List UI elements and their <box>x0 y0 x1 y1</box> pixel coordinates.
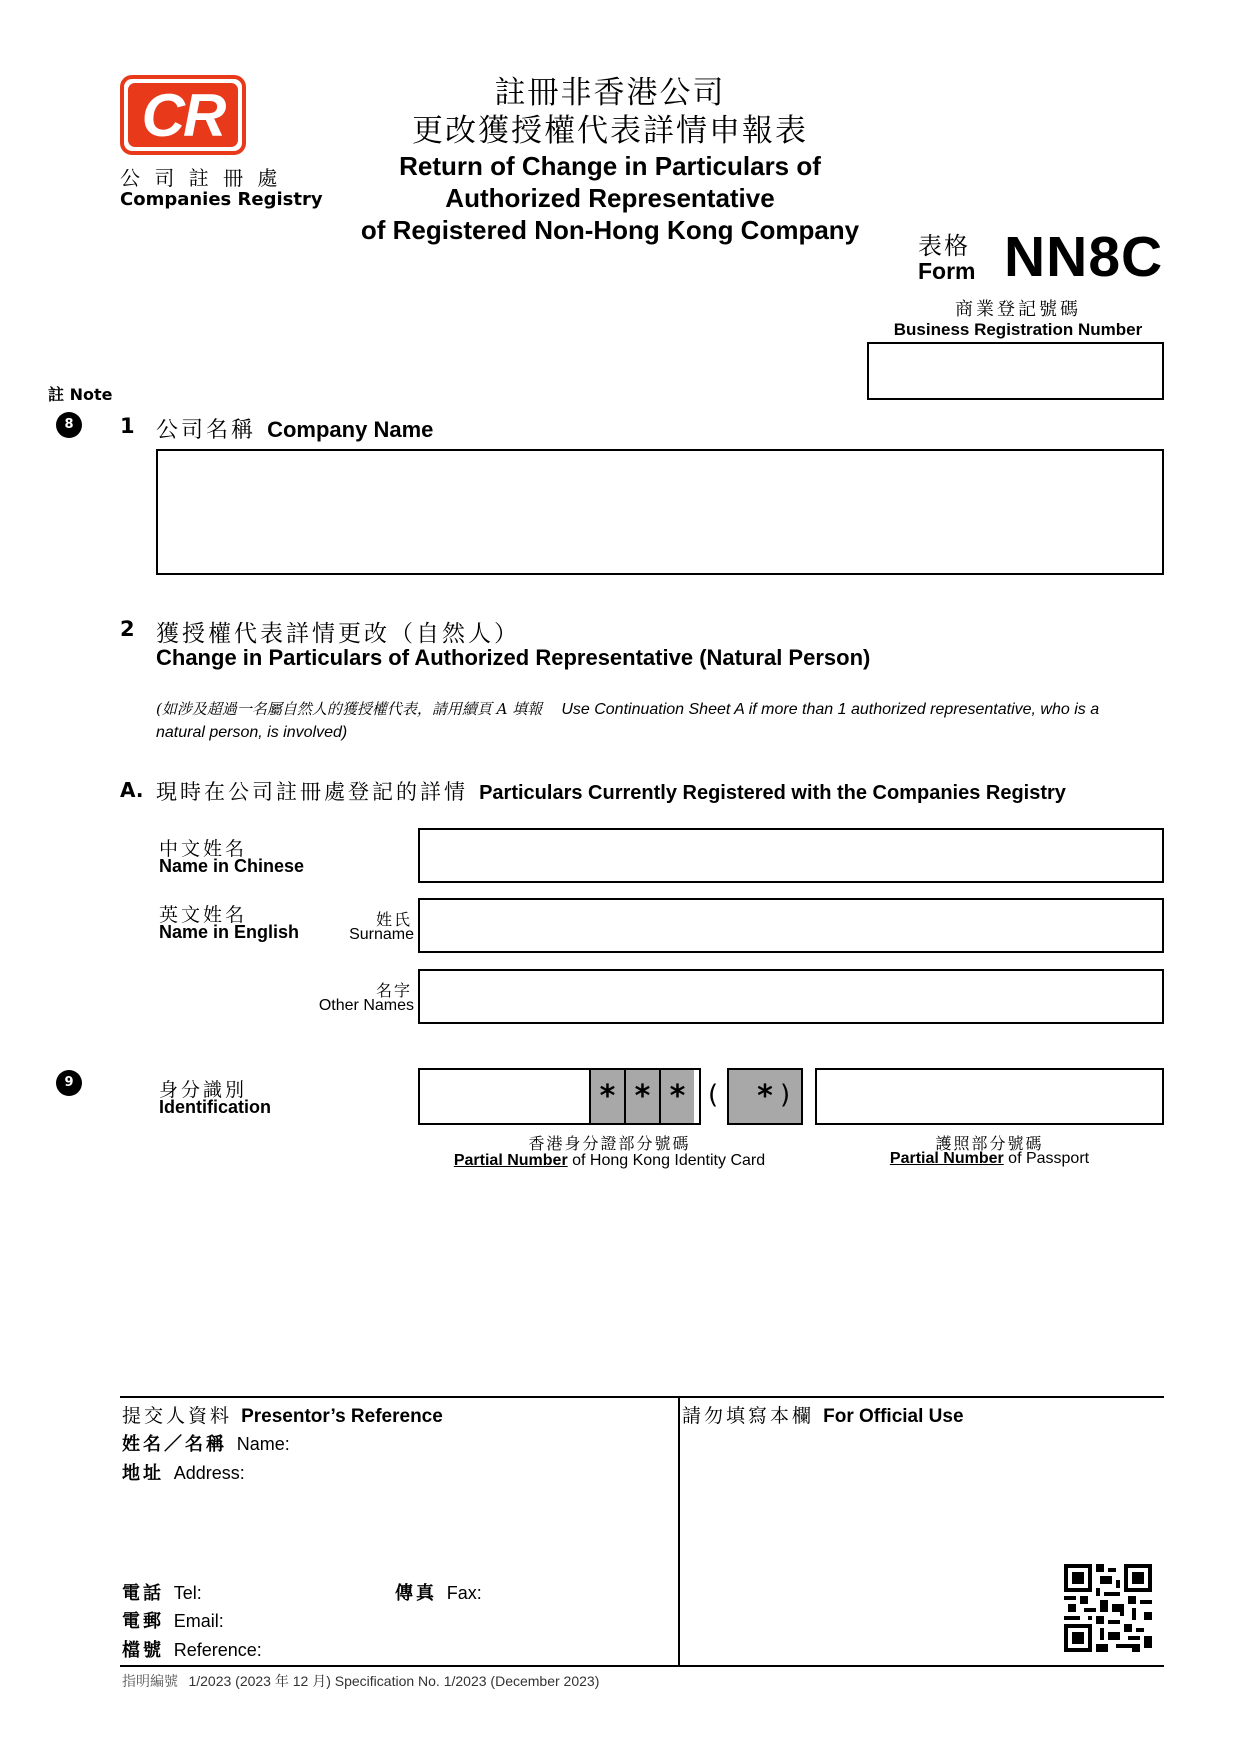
presentor-email-row <box>122 1607 224 1633</box>
specification-footer <box>122 1671 599 1691</box>
title-zh-2: 更改獲授權代表詳情申報表 <box>412 113 808 149</box>
cr-logo <box>120 75 246 155</box>
presentor-tel-en: Tel: <box>173 1583 202 1603</box>
sectionA-title <box>156 776 1066 806</box>
other-names-label-zh: 名字 <box>375 981 412 1000</box>
qr-code-icon <box>1064 1564 1152 1652</box>
section2-number: 2 <box>120 617 135 641</box>
instruction-en: Use Continuation Sheet A if more than 1 authorized representative, who is a <box>561 701 1100 718</box>
note-9-badge: 9 <box>56 1070 82 1096</box>
company-name-label-en: Company Name <box>267 417 434 442</box>
passport-caption-rest: of Passport <box>1003 1150 1090 1167</box>
identification-label-en: Identification <box>159 1097 271 1117</box>
presentor-fax-en: Fax: <box>446 1583 482 1603</box>
sectionA-title-en: Particulars Currently Registered with the Companies Registry <box>479 782 1066 804</box>
sectionA-letter: A. <box>120 778 144 802</box>
section1-number: 1 <box>120 414 135 438</box>
passport-caption-en <box>815 1150 1164 1168</box>
company-name-input[interactable] <box>156 449 1164 575</box>
hkid-caption-rest: of Hong Kong Identity Card <box>567 1152 766 1169</box>
paren-close-visible: ) <box>780 1080 791 1110</box>
note-8-badge: 8 <box>56 412 82 438</box>
presentor-name-en: Name: <box>236 1434 290 1454</box>
presentor-reference-zh: 檔號 <box>122 1640 164 1661</box>
presentor-address-row <box>122 1459 245 1485</box>
presentor-title <box>122 1401 443 1428</box>
continuation-instruction <box>156 698 1166 744</box>
title-en-3: of Registered Non-Hong Kong Company <box>360 215 860 245</box>
section2-title-zh: 獲授權代表詳情更改（自然人） <box>156 621 520 647</box>
surname-label-zh: 姓氏 <box>375 910 412 929</box>
presentor-fax-zh: 傳真 <box>395 1583 437 1604</box>
passport-caption-underlined: Partial Number <box>889 1150 1004 1167</box>
paren-open: ( <box>708 1080 719 1110</box>
sectionA-title-zh: 現時在公司註冊處登記的詳情 <box>156 780 468 804</box>
title-zh-1: 註冊非香港公司 <box>494 75 726 111</box>
chinese-name-input[interactable] <box>418 828 1164 883</box>
presentor-name-row <box>122 1430 290 1456</box>
identification-label-zh: 身分識別 <box>159 1079 248 1101</box>
registry-name-en: Companies Registry <box>120 189 323 210</box>
presentor-email-en: Email: <box>173 1611 224 1631</box>
surname-label-en: Surname <box>349 926 414 943</box>
form-label-en: Form <box>918 258 976 284</box>
presentor-title-zh: 提交人資料 <box>122 1405 233 1427</box>
form-number: NN8C <box>1004 225 1164 289</box>
bottom-top-rule <box>120 1396 1164 1398</box>
presentor-address-zh: 地址 <box>122 1463 164 1484</box>
hkid-caption-en <box>418 1152 801 1170</box>
instruction-zh: (如涉及超過一名屬自然人的獲授權代表，請用續頁 A 填報 <box>156 700 543 718</box>
presentor-fax-row <box>395 1579 482 1605</box>
instruction-en-2: natural person, is involved) <box>156 724 348 741</box>
note-label: 註 Note <box>48 385 113 404</box>
check-digit-star: * <box>757 1079 773 1114</box>
presentor-email-zh: 電郵 <box>122 1611 164 1632</box>
title-en-1: Return of Change in Particulars of <box>399 151 821 181</box>
hkid-masked-digit-2: * <box>624 1070 659 1123</box>
section2-title-en: Change in Particulars of Authorized Representative (Natural Person) <box>156 645 871 670</box>
form-label-zh: 表格 <box>918 232 970 260</box>
spec-label-zh: 指明編號 <box>122 1674 178 1690</box>
presentor-reference-en: Reference: <box>173 1640 262 1660</box>
logo-text: CR <box>141 82 225 149</box>
brn-label-zh: 商業登記號碼 <box>955 299 1081 320</box>
other-names-input[interactable] <box>418 969 1164 1024</box>
other-names-label-en: Other Names <box>318 997 414 1014</box>
passport-partial-input[interactable] <box>815 1068 1164 1125</box>
presentor-tel-row <box>122 1579 202 1605</box>
brn-input[interactable] <box>867 342 1164 400</box>
hkid-masked-digit-1: * <box>589 1070 624 1123</box>
spec-text: 1/2023 (2023 年 12 月) Specification No. 1/2023 (December 2023) <box>188 1673 600 1689</box>
hkid-caption-underlined: Partial Number <box>453 1152 568 1169</box>
chinese-name-label-en: Name in Chinese <box>159 856 305 876</box>
section1-title <box>156 413 433 444</box>
presentor-tel-zh: 電話 <box>122 1583 164 1604</box>
company-name-label-zh: 公司名稱 <box>156 418 257 443</box>
presentor-title-en: Presentor’s Reference <box>241 1406 443 1427</box>
surname-input[interactable] <box>418 898 1164 953</box>
title-en-2: Authorized Representative <box>445 183 775 213</box>
hkid-partial-input[interactable] <box>418 1068 701 1125</box>
hkid-masked-digit-3: * <box>659 1070 694 1123</box>
presentor-address-en: Address: <box>173 1463 245 1483</box>
passport-caption-zh: 護照部分號碼 <box>935 1134 1044 1153</box>
official-use-en: For Official Use <box>823 1406 964 1427</box>
official-use-title <box>682 1401 964 1428</box>
hkid-check-digit-mask <box>727 1068 803 1125</box>
presentor-reference-row <box>122 1636 262 1662</box>
official-use-zh: 請勿填寫本欄 <box>682 1405 815 1427</box>
bottom-divider <box>678 1396 680 1666</box>
chinese-name-label-zh: 中文姓名 <box>159 838 248 860</box>
form-title <box>330 74 890 246</box>
brn-label-en: Business Registration Number <box>893 320 1143 339</box>
bottom-bottom-rule <box>120 1665 1164 1667</box>
hkid-caption-zh: 香港身分證部分號碼 <box>528 1134 691 1153</box>
registry-name-zh: 公 司 註 冊 處 <box>120 166 282 190</box>
presentor-name-zh: 姓名／名稱 <box>122 1434 227 1455</box>
english-name-label-en: Name in English <box>159 922 300 942</box>
english-name-label-zh: 英文姓名 <box>159 904 248 926</box>
